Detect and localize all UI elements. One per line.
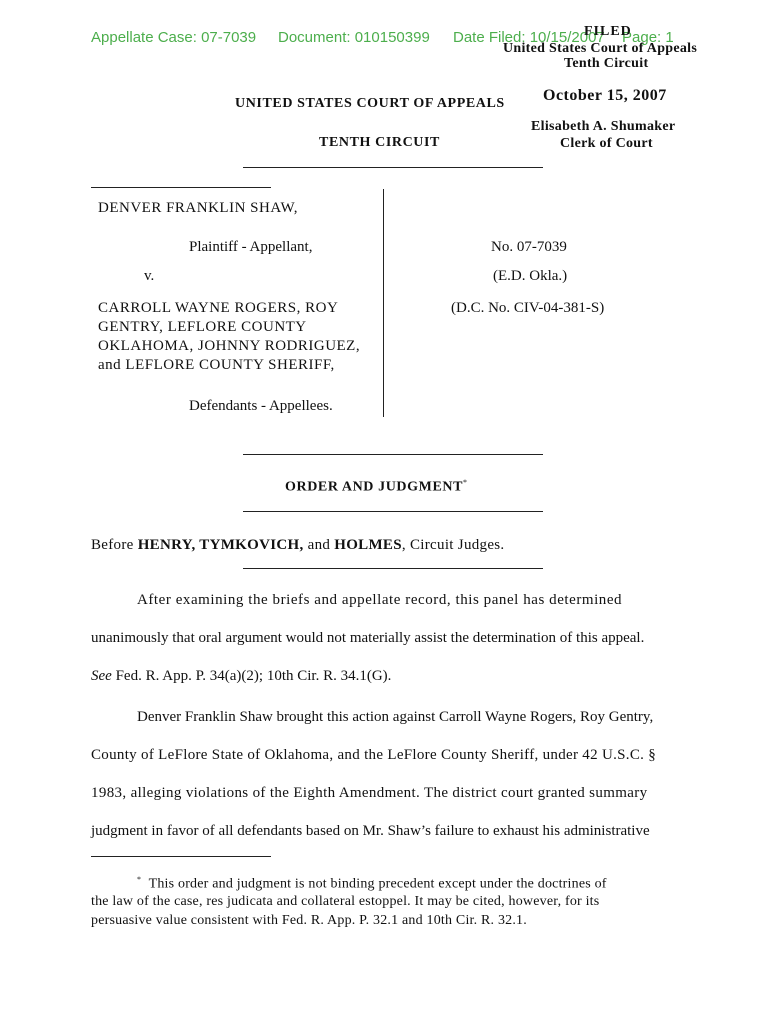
panel-and: and	[307, 537, 331, 553]
defendant-line-1: CARROLL WAYNE ROGERS, ROY	[98, 300, 339, 316]
stamp-case: Appellate Case: 07-7039	[91, 29, 257, 46]
p2-line-4: judgment in favor of all defendants based on Mr. Shaw’s failure to exhaust his administrative	[91, 823, 650, 839]
order-bottom-rule	[243, 511, 543, 512]
filed-date: October 15, 2007	[543, 87, 667, 104]
panel-before: Before	[91, 537, 134, 553]
see-signal: See	[91, 668, 112, 684]
order-title-text: ORDER AND JUDGMENT	[285, 479, 464, 495]
p1-line-2: unanimously that oral argument would not materially assist the determination of this appeal.	[91, 630, 645, 646]
stamp-page: Page: 1	[622, 29, 674, 46]
p1-line-3	[91, 668, 391, 685]
heading-rule	[243, 167, 543, 168]
plaintiff-role: Plaintiff - Appellant,	[189, 239, 313, 255]
panel-judges-b: HOLMES	[334, 537, 402, 553]
versus: v.	[144, 268, 155, 284]
court-heading: UNITED STATES COURT OF APPEALS	[235, 96, 505, 111]
caption-divider	[383, 189, 384, 417]
defendant-line-3: OKLAHOMA, JOHNNY RODRIGUEZ,	[98, 338, 361, 354]
order-footnote-marker: *	[463, 478, 468, 487]
footnote-rule	[91, 856, 271, 857]
p2-line-3: 1983, alleging violations of the Eighth Amendment. The district court granted summary	[91, 785, 648, 801]
footnote-line-1	[137, 875, 607, 893]
footnote-line-2: the law of the case, res judicata and collateral estoppel. It may be cited, however, for its	[91, 894, 600, 909]
caption-top-rule	[91, 187, 271, 188]
order-title	[285, 478, 468, 496]
panel-suffix: , Circuit Judges.	[401, 537, 505, 553]
footnote-line-3: persuasive value consistent with Fed. R. App. P. 32.1 and 10th Cir. R. 32.1.	[91, 913, 527, 928]
p1-line-3-rest: Fed. R. App. P. 34(a)(2); 10th Cir. R. 34.1(G).	[111, 668, 392, 684]
case-number: No. 07-7039	[491, 239, 567, 255]
defendant-line-2: GENTRY, LEFLORE COUNTY	[98, 319, 307, 335]
footnote-marker: *	[137, 875, 142, 884]
plaintiff-name: DENVER FRANKLIN SHAW,	[98, 200, 298, 216]
defendant-line-4: and LEFLORE COUNTY SHERIFF,	[98, 357, 335, 373]
dc-number: (D.C. No. CIV-04-381-S)	[451, 300, 605, 316]
panel-judges-a: HENRY, TYMKOVICH,	[137, 537, 304, 553]
order-top-rule	[243, 454, 543, 455]
stamp-document: Document: 010150399	[278, 29, 430, 46]
filed-circuit: Tenth Circuit	[564, 56, 649, 71]
p1-line-1: After examining the briefs and appellate record, this panel has determined	[137, 592, 623, 608]
clerk-title: Clerk of Court	[560, 136, 653, 151]
p2-line-2: County of LeFlore State of Oklahoma, and the LeFlore County Sheriff, under 42 U.S.C. §	[91, 747, 657, 763]
district: (E.D. Okla.)	[493, 268, 568, 284]
stamp-date-filed: Date Filed: 10/15/2007	[453, 29, 605, 46]
footnote-line-1-text: This order and judgment is not binding precedent except under the doctrines of	[148, 876, 607, 892]
filed-court: United States Court of Appeals	[503, 41, 698, 56]
filed-label: FILED	[584, 24, 632, 39]
defendants-role: Defendants - Appellees.	[189, 398, 333, 414]
panel-rule	[243, 568, 543, 569]
p2-line-1: Denver Franklin Shaw brought this action against Carroll Wayne Rogers, Roy Gentry,	[137, 709, 654, 725]
clerk-name: Elisabeth A. Shumaker	[531, 119, 676, 134]
panel-line	[91, 537, 504, 554]
circuit-heading: TENTH CIRCUIT	[319, 135, 440, 150]
